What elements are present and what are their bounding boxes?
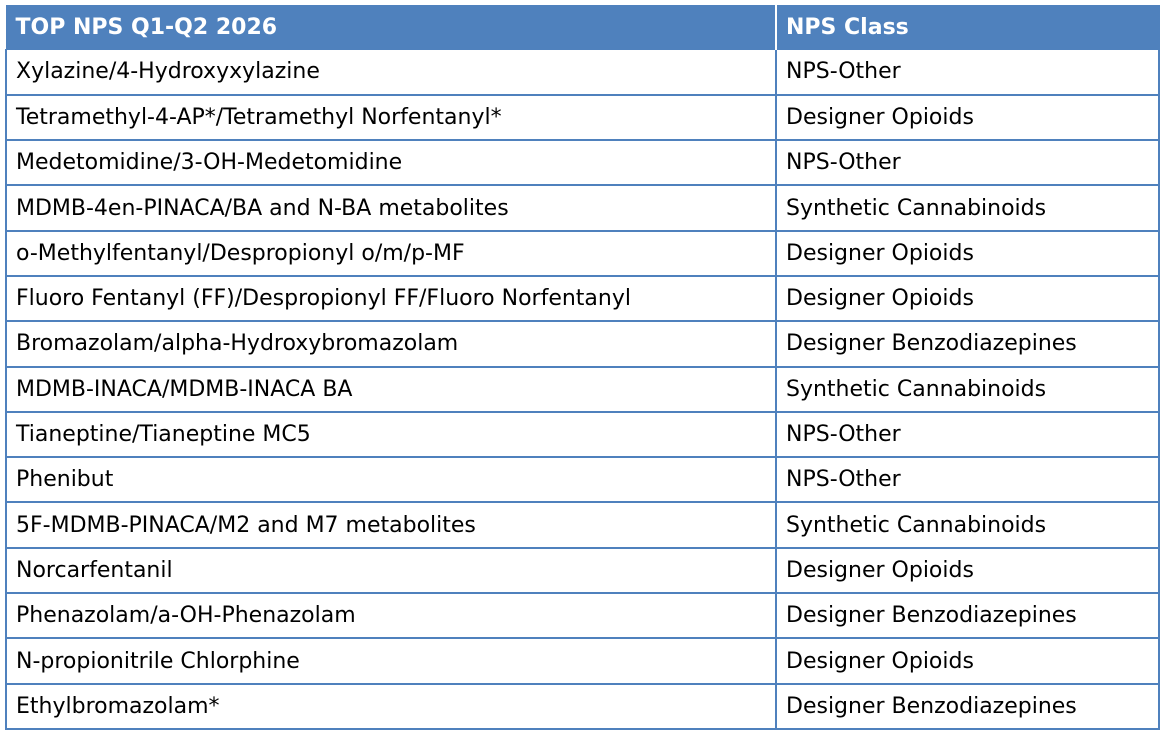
substance-cell: Bromazolam/alpha-Hydroxybromazolam (6, 321, 776, 366)
table-row (6, 502, 1159, 547)
nps-class-cell: Synthetic Cannabinoids (776, 185, 1159, 230)
nps-table (5, 5, 1160, 730)
substance-cell: MDMB-INACA/MDMB-INACA BA (6, 367, 776, 412)
substance-cell: N-propionitrile Chlorphine (6, 638, 776, 683)
table-row (6, 95, 1159, 140)
table-row (6, 412, 1159, 457)
substance-cell: Tianeptine/Tianeptine MC5 (6, 412, 776, 457)
nps-class-cell: NPS-Other (776, 140, 1159, 185)
nps-class-cell: Designer Opioids (776, 638, 1159, 683)
substance-cell: Ethylbromazolam* (6, 684, 776, 729)
nps-class-cell: Designer Opioids (776, 95, 1159, 140)
nps-class-cell: Designer Benzodiazepines (776, 684, 1159, 729)
table-row (6, 457, 1159, 502)
nps-class-cell: Designer Opioids (776, 231, 1159, 276)
header-nps-class: NPS Class (776, 6, 1159, 50)
table-row (6, 367, 1159, 412)
substance-cell: Tetramethyl-4-AP*/Tetramethyl Norfentanyl* (6, 95, 776, 140)
table-row (6, 140, 1159, 185)
substance-cell: Norcarfentanil (6, 548, 776, 593)
substance-cell: Medetomidine/3-OH-Medetomidine (6, 140, 776, 185)
table-row (6, 684, 1159, 729)
nps-class-cell: Synthetic Cannabinoids (776, 367, 1159, 412)
table-row (6, 548, 1159, 593)
nps-class-cell: NPS-Other (776, 50, 1159, 95)
table-row (6, 276, 1159, 321)
nps-class-cell: Synthetic Cannabinoids (776, 502, 1159, 547)
nps-class-cell: Designer Benzodiazepines (776, 321, 1159, 366)
table-row (6, 593, 1159, 638)
table-row (6, 185, 1159, 230)
table-row (6, 231, 1159, 276)
substance-cell: 5F-MDMB-PINACA/M2 and M7 metabolites (6, 502, 776, 547)
table-row (6, 321, 1159, 366)
table-body (6, 50, 1159, 729)
header-substance: TOP NPS Q1-Q2 2026 (6, 6, 776, 50)
nps-class-cell: Designer Opioids (776, 276, 1159, 321)
nps-class-cell: NPS-Other (776, 457, 1159, 502)
substance-cell: Phenibut (6, 457, 776, 502)
substance-cell: Phenazolam/a-OH-Phenazolam (6, 593, 776, 638)
table-row (6, 638, 1159, 683)
header-row (6, 6, 1159, 50)
substance-cell: o-Methylfentanyl/Despropionyl o/m/p-MF (6, 231, 776, 276)
table-row (6, 50, 1159, 95)
substance-cell: Xylazine/4-Hydroxyxylazine (6, 50, 776, 95)
substance-cell: Fluoro Fentanyl (FF)/Despropionyl FF/Fluoro Norfentanyl (6, 276, 776, 321)
nps-class-cell: NPS-Other (776, 412, 1159, 457)
nps-class-cell: Designer Benzodiazepines (776, 593, 1159, 638)
nps-class-cell: Designer Opioids (776, 548, 1159, 593)
table-header (6, 6, 1159, 50)
substance-cell: MDMB-4en-PINACA/BA and N-BA metabolites (6, 185, 776, 230)
